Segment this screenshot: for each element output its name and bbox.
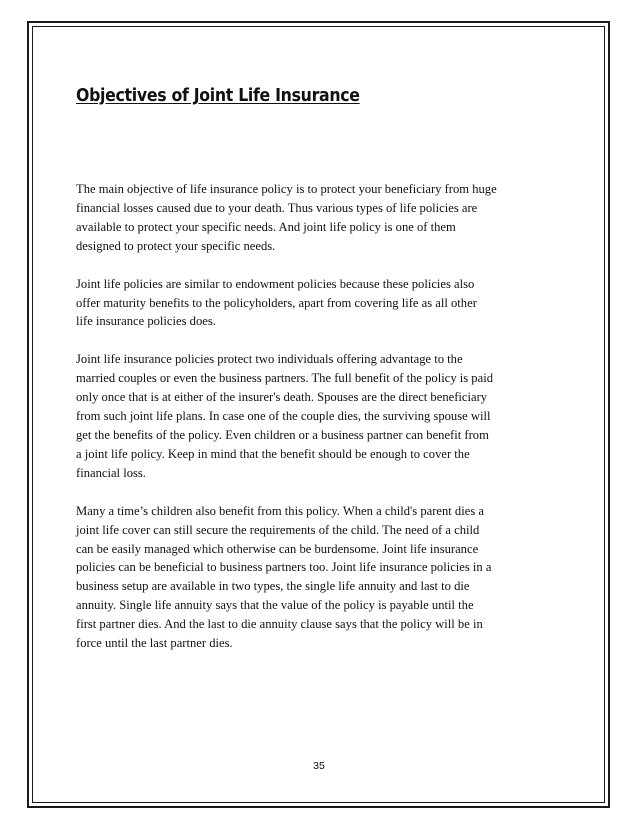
text-line: a joint life policy. Keep in mind that the benefit should be enough to cover the: [76, 446, 470, 461]
page-number: 35: [313, 760, 325, 772]
text-line: only once that is at either of the insurer's death. Spouses are the direct beneficiary: [76, 390, 488, 405]
text-line: available to protect your specific needs. And joint life policy is one of them: [76, 219, 456, 234]
text-line: life insurance policies does.: [76, 314, 216, 329]
page-title: Objectives of Joint Life Insurance: [76, 86, 360, 106]
paragraph-2: [76, 275, 576, 332]
text-line: can be easily managed which otherwise can be burdensome. Joint life insurance: [76, 541, 479, 556]
paragraph-3: [76, 350, 576, 482]
text-line: Joint life policies are similar to endowment policies because these policies also: [76, 276, 475, 291]
paragraph-1: [76, 180, 576, 256]
text-line: first partner dies. And the last to die annuity clause says that the policy will be in: [76, 617, 483, 632]
text-line: Joint life insurance policies protect two individuals offering advantage to the: [76, 352, 463, 367]
text-line: annuity. Single life annuity says that the value of the policy is payable until the: [76, 598, 474, 613]
text-line: financial losses caused due to your death. Thus various types of life policies are: [76, 200, 478, 215]
paragraph-4: [76, 502, 576, 653]
text-line: force until the last partner dies.: [76, 636, 233, 651]
text-line: designed to protect your specific needs.: [76, 238, 276, 253]
document-body: [76, 180, 576, 672]
text-line: policies can be beneficial to business partners too. Joint life insurance policies in a: [76, 560, 492, 575]
text-line: offer maturity benefits to the policyholders, apart from covering life as all other: [76, 295, 477, 310]
text-line: The main objective of life insurance policy is to protect your beneficiary from huge: [76, 182, 497, 196]
text-line: get the benefits of the policy. Even children or a business partner can benefit from: [76, 427, 489, 442]
text-line: from such joint life plans. In case one of the couple dies, the surviving spouse will: [76, 409, 491, 424]
text-line: financial loss.: [76, 465, 146, 480]
text-line: married couples or even the business partners. The full benefit of the policy is paid: [76, 371, 493, 386]
text-line: Many a time’s children also benefit from this policy. When a child's parent dies a: [76, 503, 484, 518]
text-line: business setup are available in two types, the single life annuity and last to die: [76, 579, 470, 594]
text-line: joint life cover can still secure the requirements of the child. The need of a child: [76, 522, 480, 537]
